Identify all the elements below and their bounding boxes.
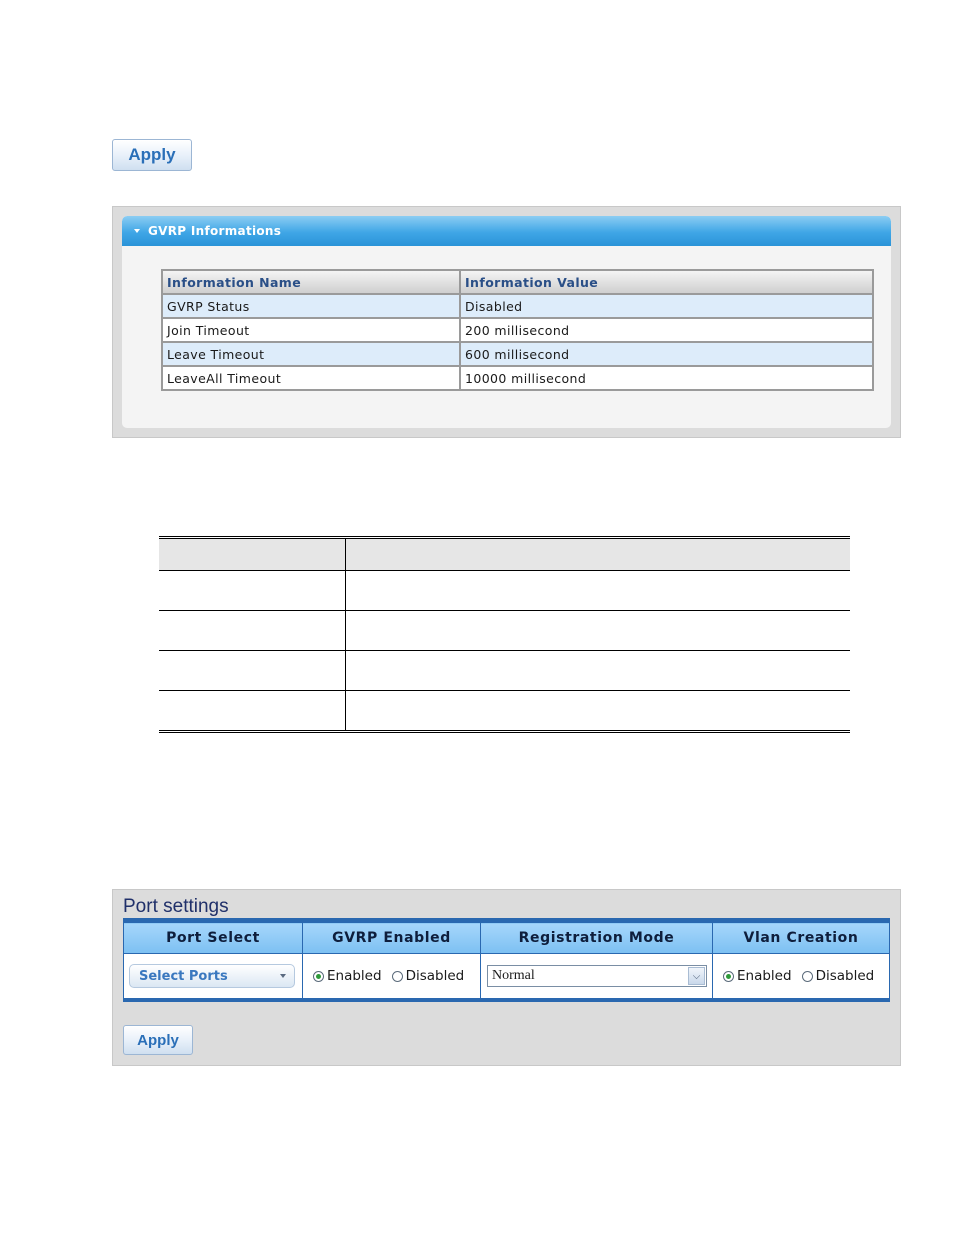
port-settings-title: Port settings	[123, 896, 229, 917]
apply-button-bottom[interactable]: Apply	[123, 1025, 193, 1055]
gvrp-info-title: GVRP Informations	[148, 224, 282, 238]
header-vlan-creation: Vlan Creation	[713, 923, 890, 954]
header-information-value: Information Value	[460, 270, 873, 294]
info-name: LeaveAll Timeout	[162, 366, 460, 390]
chevron-down-icon[interactable]: ⌵	[688, 967, 705, 985]
gvrp-info-table	[161, 269, 874, 391]
port-settings-table-wrap	[123, 918, 890, 1002]
info-value: 600 millisecond	[460, 342, 873, 366]
apply-button-top[interactable]: Apply	[112, 139, 192, 171]
info-value: 10000 millisecond	[460, 366, 873, 390]
info-name: GVRP Status	[162, 294, 460, 318]
gvrp-disabled-radio[interactable]	[392, 971, 403, 982]
desc-header-description	[346, 538, 851, 571]
table-row	[162, 366, 873, 390]
vlan-disabled-radio[interactable]	[802, 971, 813, 982]
chevron-down-icon	[280, 974, 286, 978]
vlan-creation-radio-group	[713, 968, 889, 984]
table-row	[159, 611, 850, 651]
header-gvrp-enabled: GVRP Enabled	[303, 923, 481, 954]
registration-mode-select[interactable]	[487, 965, 707, 987]
info-value: Disabled	[460, 294, 873, 318]
gvrp-disabled-label: Disabled	[405, 968, 465, 984]
table-row	[159, 691, 850, 732]
vlan-disabled-label: Disabled	[815, 968, 875, 984]
vlan-enabled-label: Enabled	[737, 968, 792, 984]
gvrp-info-panel	[112, 206, 901, 438]
table-row	[162, 318, 873, 342]
header-information-name: Information Name	[162, 270, 460, 294]
gvrp-info-header[interactable]	[122, 216, 891, 246]
vlan-enabled-radio[interactable]	[723, 971, 734, 982]
port-settings-panel	[112, 889, 901, 1066]
table-row	[162, 294, 873, 318]
port-settings-table	[123, 922, 890, 999]
info-name: Leave Timeout	[162, 342, 460, 366]
table-row	[162, 342, 873, 366]
select-ports-label: Select Ports	[139, 968, 228, 984]
header-registration-mode: Registration Mode	[481, 923, 713, 954]
port-select-cell	[124, 954, 303, 999]
gvrp-info-inner	[122, 216, 891, 428]
select-ports-dropdown[interactable]	[129, 964, 295, 988]
header-port-select: Port Select	[124, 923, 303, 954]
info-value: 200 millisecond	[460, 318, 873, 342]
table-row	[159, 651, 850, 691]
gvrp-enabled-label: Enabled	[327, 968, 382, 984]
gvrp-enabled-cell	[303, 954, 481, 999]
info-name: Join Timeout	[162, 318, 460, 342]
registration-mode-value: Normal	[492, 968, 535, 983]
collapse-triangle-icon[interactable]	[134, 229, 140, 233]
registration-mode-cell	[481, 954, 713, 999]
gvrp-enabled-radio-group	[303, 968, 480, 984]
desc-header-object	[159, 538, 346, 571]
description-table	[159, 536, 850, 733]
table-row	[159, 571, 850, 611]
gvrp-enabled-radio[interactable]	[313, 971, 324, 982]
table-row	[124, 954, 890, 999]
vlan-creation-cell	[713, 954, 890, 999]
